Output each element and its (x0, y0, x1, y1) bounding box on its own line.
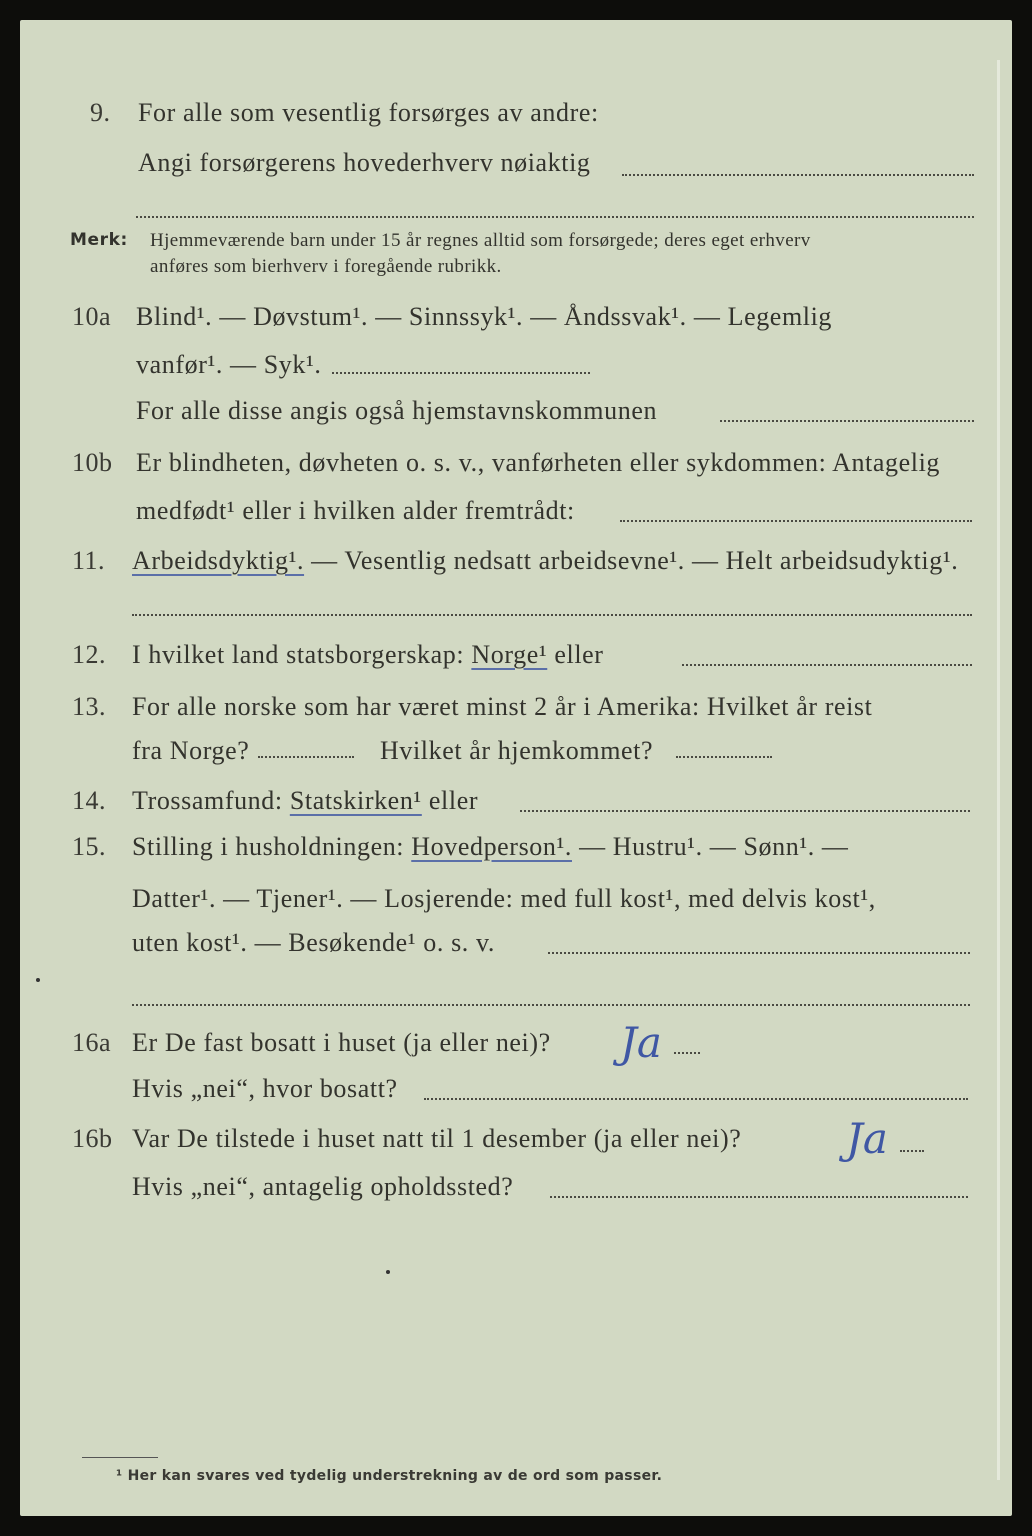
q10a-line2: vanfør¹. — Syk¹. (136, 350, 322, 379)
q15-line3[interactable]: uten kost¹. — Besøkende¹ o. s. v. (132, 928, 496, 957)
q13-number: 13. (72, 692, 106, 721)
q14-question: Trossamfund: (132, 786, 283, 815)
q12-text (132, 640, 604, 670)
q16a-line1: Er De fast bosatt i huset (ja eller nei)? (132, 1028, 551, 1057)
q12-number: 12. (72, 640, 106, 669)
q14-number: 14. (72, 786, 106, 815)
census-form-page (20, 20, 1012, 1516)
q13-line1: For alle norske som har været minst 2 år i Amerika: Hvilket år reist (132, 692, 873, 721)
q15-line2[interactable]: Datter¹. — Tjener¹. — Losjerende: med full kost¹, med delvis kost¹, (132, 884, 876, 913)
merk-line1: Hjemmeværende barn under 15 år regnes alltid som forsørgede; deres eget erhverv (150, 230, 811, 251)
q11-option-arbeidsdyktig[interactable]: Arbeidsdyktig¹. (132, 546, 305, 575)
merk-label: Merk: (70, 230, 128, 250)
q14-option-statskirken[interactable]: Statskirken¹ (289, 786, 422, 815)
q15-question: Stilling i husholdningen: (132, 832, 405, 861)
q12-answer-line[interactable] (682, 664, 972, 666)
q16b-opholdssted-line[interactable] (550, 1196, 968, 1198)
q11-answer-line[interactable] (132, 614, 972, 616)
footnote-rule (82, 1457, 158, 1458)
q9-line2: Angi forsørgerens hovederhverv nøiaktig (138, 148, 591, 177)
q10b-number: 10b (72, 448, 113, 477)
footnote: ¹ Her kan svares ved tydelig understrekning av de ord som passer. (116, 1468, 663, 1484)
q13-line2a: fra Norge? (132, 736, 250, 765)
page-edge (997, 60, 1000, 1480)
ink-speck (386, 1270, 390, 1274)
q10b-line1: Er blindheten, døvheten o. s. v., vanførheten eller sykdommen: Antagelig (136, 448, 940, 477)
q14-eller: eller (428, 786, 479, 815)
q10a-kommune-line[interactable] (720, 420, 974, 422)
q10b-line2: medfødt¹ eller i hvilken alder fremtrådt: (136, 496, 575, 525)
q9-number: 9. (90, 98, 111, 127)
q9-line1: For alle som vesentlig forsørges av andre: (138, 98, 599, 127)
q12-option-norge[interactable]: Norge¹ (471, 640, 548, 669)
q15-text (132, 832, 849, 862)
q13-reist-line[interactable] (258, 756, 354, 758)
q10b-answer-line[interactable] (620, 520, 972, 522)
q11-rest[interactable]: — Vesentlig nedsatt arbeidsevne¹. — Helt arbeidsudyktig¹. (311, 546, 959, 575)
q16a-bosatt-line[interactable] (424, 1098, 968, 1100)
q15-number: 15. (72, 832, 106, 861)
q16b-number: 16b (72, 1124, 113, 1153)
q9-answer-line-2[interactable] (136, 216, 974, 218)
q16b-handwritten-answer[interactable]: Ja (846, 1114, 888, 1163)
q12-question: I hvilket land statsborgerskap: (132, 640, 465, 669)
q14-text (132, 786, 478, 816)
q11-text (132, 546, 958, 576)
q16b-line2: Hvis „nei“, antagelig opholdssted? (132, 1172, 514, 1201)
q15-option-hovedperson[interactable]: Hovedperson¹. (411, 832, 572, 861)
q15-answer-line-2[interactable] (132, 1004, 970, 1006)
q10a-answer-line[interactable] (332, 372, 590, 374)
q16b-answer-line[interactable] (900, 1150, 924, 1152)
q14-answer-line[interactable] (520, 810, 970, 812)
q10a-line1: Blind¹. — Døvstum¹. — Sinnssyk¹. — Åndssvak¹. — Legemlig (136, 302, 833, 331)
q9-answer-line[interactable] (622, 174, 974, 176)
q15-options[interactable]: — Hustru¹. — Sønn¹. — (579, 832, 849, 861)
q16a-answer-line[interactable] (674, 1052, 700, 1054)
q13-hjemkommet-line[interactable] (676, 756, 772, 758)
merk-line2: anføres som bierhverv i foregående rubrikk. (150, 256, 502, 277)
q16a-handwritten-answer[interactable]: Ja (620, 1018, 662, 1067)
ink-speck (36, 978, 40, 982)
q16b-line1: Var De tilstede i huset natt til 1 desember (ja eller nei)? (132, 1124, 742, 1153)
q11-number: 11. (72, 546, 106, 575)
q12-eller: eller (554, 640, 604, 669)
q15-answer-line[interactable] (548, 952, 970, 954)
q10a-line3: For alle disse angis også hjemstavnskommunen (136, 396, 658, 425)
q13-line2b: Hvilket år hjemkommet? (380, 736, 654, 765)
q16a-line2: Hvis „nei“, hvor bosatt? (132, 1074, 398, 1103)
q10a-number: 10a (72, 302, 112, 331)
q16a-number: 16a (72, 1028, 112, 1057)
